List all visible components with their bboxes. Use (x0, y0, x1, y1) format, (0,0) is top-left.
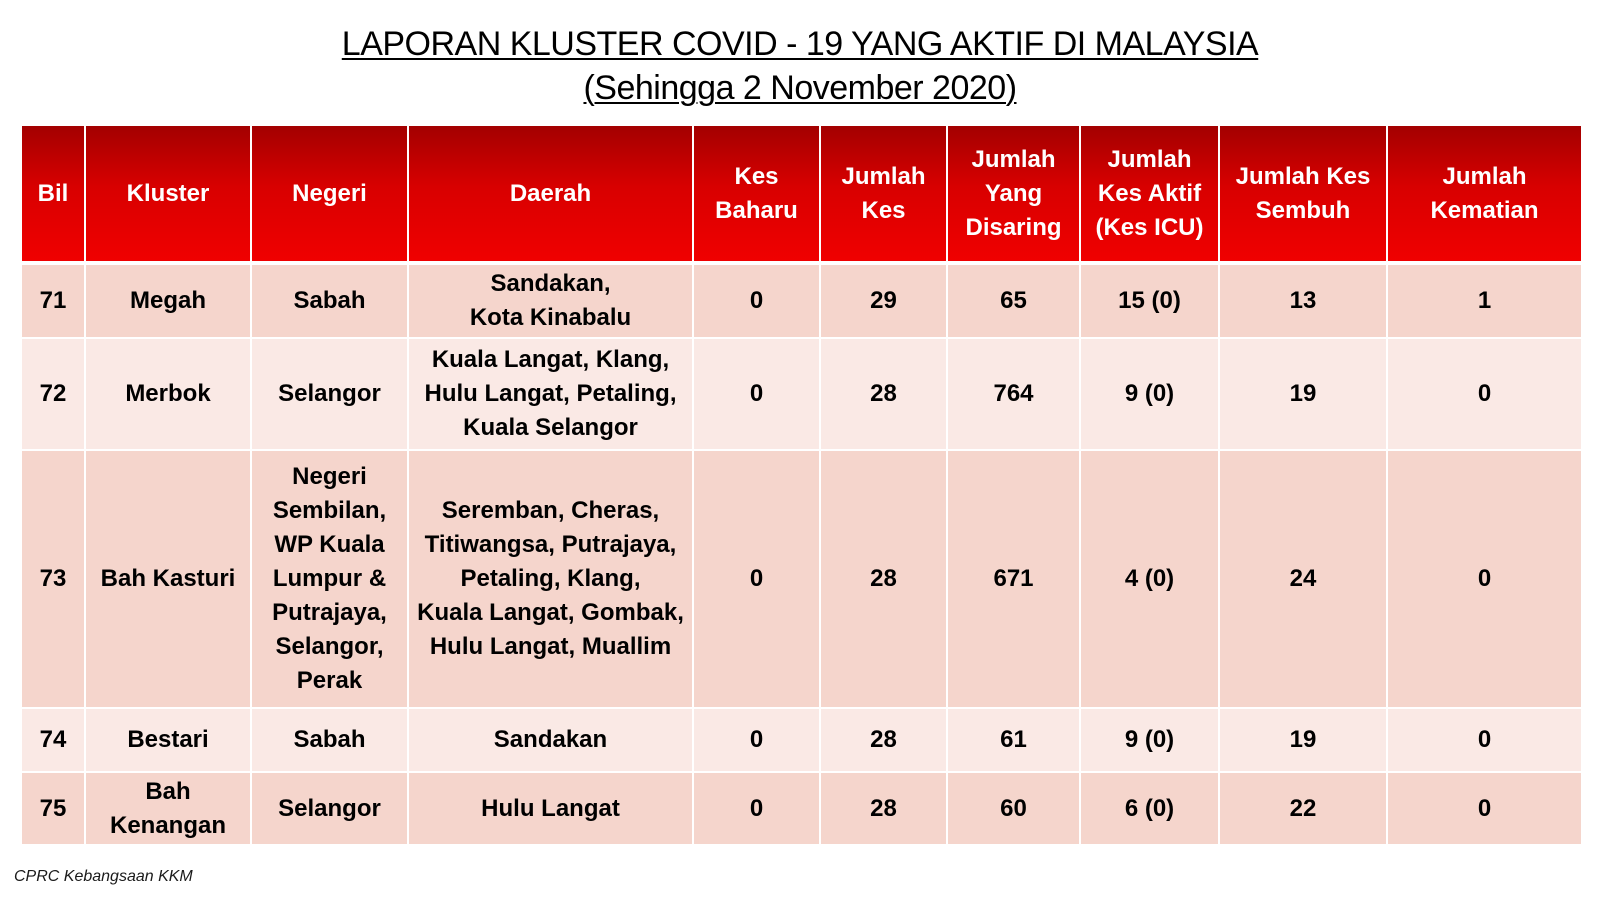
cell-bil: 75 (21, 772, 85, 845)
table-row (21, 450, 1582, 708)
cell-jumlah-disaring: 65 (947, 263, 1080, 338)
cell-kematian: 1 (1387, 263, 1582, 338)
cell-jumlah-disaring: 671 (947, 450, 1080, 708)
cell-negeri: Selangor (251, 772, 408, 845)
header-bil: Bil (21, 126, 85, 263)
cell-kes-baharu: 0 (693, 338, 820, 450)
cell-jumlah-disaring: 60 (947, 772, 1080, 845)
header-negeri: Negeri (251, 126, 408, 263)
cell-sembuh: 24 (1219, 450, 1387, 708)
cell-daerah: Kuala Langat, Klang, Hulu Langat, Petaling, Kuala Selangor (408, 338, 693, 450)
header-kes-aktif: Jumlah Kes Aktif (Kes ICU) (1080, 126, 1219, 263)
table-row (21, 772, 1582, 845)
cell-jumlah-kes: 28 (820, 338, 947, 450)
table-row (21, 338, 1582, 450)
cell-kes-baharu: 0 (693, 450, 820, 708)
cell-negeri: Sabah (251, 263, 408, 338)
cell-bil: 72 (21, 338, 85, 450)
cell-kluster: Megah (85, 263, 251, 338)
cell-kes-baharu: 0 (693, 263, 820, 338)
cell-kes-baharu: 0 (693, 708, 820, 772)
cluster-table-container (20, 126, 1581, 846)
table-header-row (21, 126, 1582, 263)
header-daerah: Daerah (408, 126, 693, 263)
cell-daerah: Seremban, Cheras, Titiwangsa, Putrajaya, Petaling, Klang, Kuala Langat, Gombak, Hulu Langat, Muallim (408, 450, 693, 708)
header-kluster: Kluster (85, 126, 251, 263)
table-row (21, 263, 1582, 338)
cell-kematian: 0 (1387, 338, 1582, 450)
cell-jumlah-kes: 29 (820, 263, 947, 338)
cell-bil: 71 (21, 263, 85, 338)
header-kematian: Jumlah Kematian (1387, 126, 1582, 263)
title-line-2: (Sehingga 2 November 2020) (583, 69, 1017, 107)
report-title (0, 22, 1600, 110)
cell-kes-aktif: 9 (0) (1080, 708, 1219, 772)
table-row (21, 708, 1582, 772)
cell-kluster: Merbok (85, 338, 251, 450)
cell-kes-aktif: 9 (0) (1080, 338, 1219, 450)
cell-kes-aktif: 6 (0) (1080, 772, 1219, 845)
cell-sembuh: 19 (1219, 708, 1387, 772)
cell-jumlah-disaring: 61 (947, 708, 1080, 772)
cell-kematian: 0 (1387, 708, 1582, 772)
cell-sembuh: 19 (1219, 338, 1387, 450)
header-kes-baharu: Kes Baharu (693, 126, 820, 263)
cell-negeri: Negeri Sembilan, WP Kuala Lumpur & Putrajaya, Selangor, Perak (251, 450, 408, 708)
cell-kes-baharu: 0 (693, 772, 820, 845)
cell-jumlah-kes: 28 (820, 450, 947, 708)
cell-kematian: 0 (1387, 450, 1582, 708)
header-jumlah-disaring: Jumlah Yang Disaring (947, 126, 1080, 263)
cell-kluster: Bah Kasturi (85, 450, 251, 708)
cluster-table (20, 126, 1583, 846)
cell-kes-aktif: 15 (0) (1080, 263, 1219, 338)
cell-negeri: Sabah (251, 708, 408, 772)
cell-jumlah-kes: 28 (820, 772, 947, 845)
cell-bil: 74 (21, 708, 85, 772)
cell-jumlah-disaring: 764 (947, 338, 1080, 450)
cell-daerah: Hulu Langat (408, 772, 693, 845)
cell-kluster: Bestari (85, 708, 251, 772)
cell-negeri: Selangor (251, 338, 408, 450)
source-footer: CPRC Kebangsaan KKM (14, 868, 193, 885)
cell-kluster: Bah Kenangan (85, 772, 251, 845)
cell-kematian: 0 (1387, 772, 1582, 845)
cell-sembuh: 13 (1219, 263, 1387, 338)
cell-bil: 73 (21, 450, 85, 708)
cell-sembuh: 22 (1219, 772, 1387, 845)
title-line-1: LAPORAN KLUSTER COVID - 19 YANG AKTIF DI MALAYSIA (341, 25, 1259, 63)
cell-daerah: Sandakan, Kota Kinabalu (408, 263, 693, 338)
header-jumlah-kes: Jumlah Kes (820, 126, 947, 263)
cell-daerah: Sandakan (408, 708, 693, 772)
cell-jumlah-kes: 28 (820, 708, 947, 772)
header-sembuh: Jumlah Kes Sembuh (1219, 126, 1387, 263)
cell-kes-aktif: 4 (0) (1080, 450, 1219, 708)
